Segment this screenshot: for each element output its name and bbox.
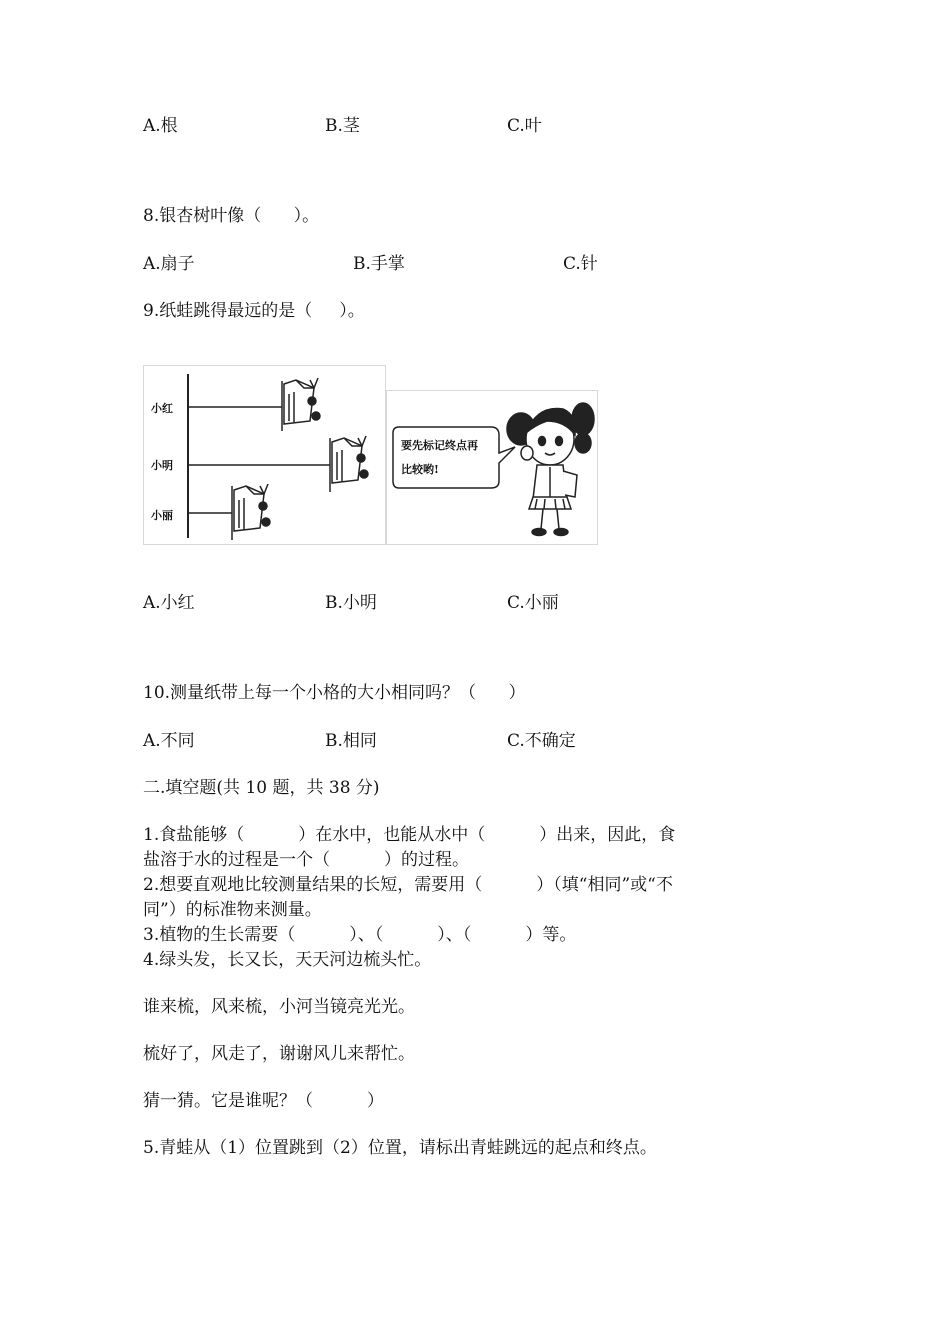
- q8-stem: 8.银杏树叶像（ ）。: [143, 206, 320, 226]
- speech-bubble-line-1: 要先标记终点再: [401, 439, 478, 452]
- q9-option-a: A.小红: [143, 593, 195, 613]
- frog-label-xiaoli: 小丽: [151, 509, 173, 522]
- q7-option-c: C.叶: [507, 116, 542, 136]
- q10-stem: 10.测量纸带上每一个小格的大小相同吗？（ ）: [143, 683, 526, 703]
- q10-option-b: B.相同: [325, 731, 377, 751]
- frog-jump-diagram: [143, 365, 386, 545]
- frog-icon: [330, 436, 368, 492]
- q7-option-b: B.茎: [325, 116, 360, 136]
- fill-item-2-line-2: 同”）的标准物来测量。: [143, 900, 322, 920]
- frog-label-xiaohong: 小红: [151, 402, 173, 415]
- q9-stem: 9.纸蛙跳得最远的是（ ）。: [143, 301, 365, 321]
- q8-option-a: A.扇子: [143, 254, 195, 274]
- q10-option-c: C.不确定: [507, 731, 576, 751]
- fill-item-2-line-1: 2.想要直观地比较测量结果的长短，需要用（ ）（填“相同”或“不: [143, 875, 673, 895]
- frog-icon: [282, 378, 320, 431]
- fill-item-4-line-2: 谁来梳，风来梳，小河当镜亮光光。: [143, 997, 415, 1017]
- fill-item-4-line-4: 猜一猜。它是谁呢？（ ）: [143, 1091, 385, 1111]
- fill-item-4-line-3: 梳好了，风走了，谢谢风儿来帮忙。: [143, 1044, 415, 1064]
- fill-item-5: 5.青蛙从（1）位置跳到（2）位置，请标出青蛙跳远的起点和终点。: [143, 1138, 657, 1158]
- frog-icon: [232, 484, 270, 540]
- q7-option-a: A.根: [143, 116, 178, 136]
- q8-option-b: B.手掌: [353, 254, 405, 274]
- speech-bubble-line-2: 比较哟!: [401, 463, 439, 476]
- fill-item-1-line-2: 盐溶于水的过程是一个（ ）的过程。: [143, 850, 470, 870]
- fill-item-3: 3.植物的生长需要（ ）、（ ）、（ ）等。: [143, 925, 577, 945]
- q9-option-c: C.小丽: [507, 593, 559, 613]
- section-title: 二.填空题(共 10 题，共 38 分): [143, 778, 380, 798]
- q10-option-a: A.不同: [143, 731, 195, 751]
- q9-option-b: B.小明: [325, 593, 377, 613]
- fill-item-4-line-1: 4.绿头发，长又长，天天河边梳头忙。: [143, 950, 432, 970]
- q8-option-c: C.针: [563, 254, 598, 274]
- frog-label-xiaoming: 小明: [151, 459, 173, 472]
- fill-item-1-line-1: 1.食盐能够（ ）在水中，也能从水中（ ）出来，因此，食: [143, 825, 676, 845]
- frog-jump-lines: [144, 366, 387, 546]
- girl-speech-illustration: [386, 390, 598, 545]
